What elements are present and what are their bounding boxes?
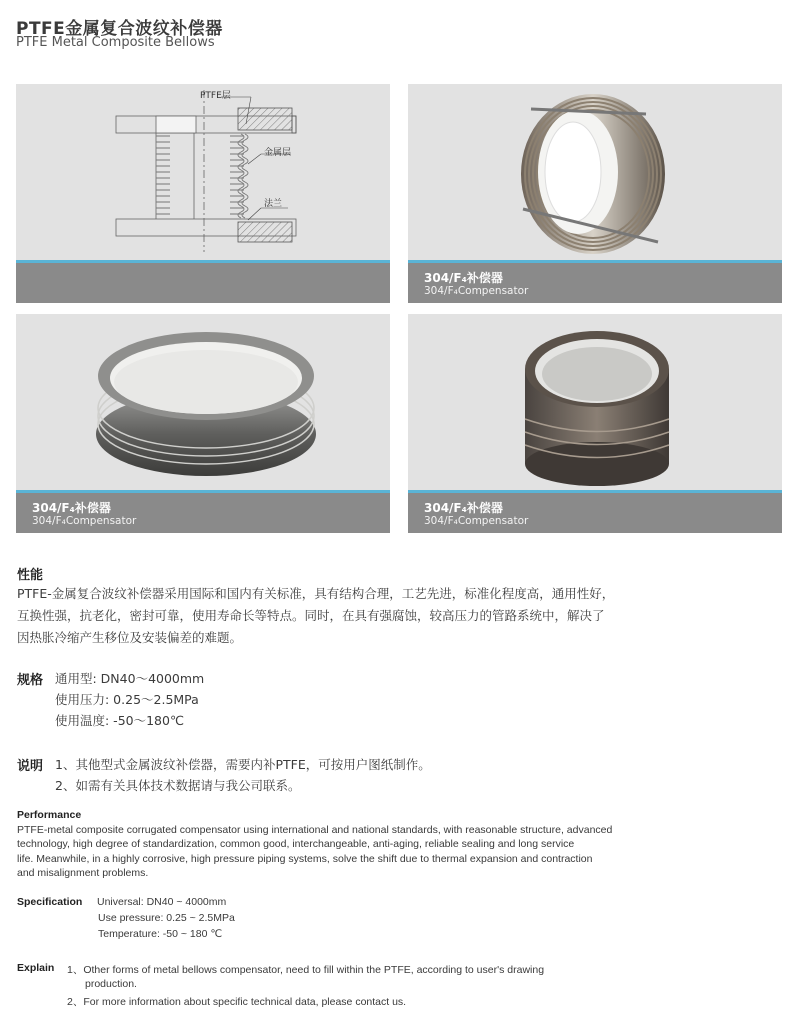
notes-line-1-cn: 1、其他型式金属波纹补偿器，需要内补PTFE，可按用户图纸制作。: [55, 757, 431, 772]
spec-section-en: [17, 896, 417, 946]
caption-title: 304/F₄补偿器: [424, 271, 503, 285]
caption-band: [408, 260, 782, 303]
performance-line-4-en: and misalignment problems.: [17, 867, 149, 879]
spec-section-cn: [17, 669, 417, 739]
spec-line-2-cn: 使用压力: 0.25～2.5MPa: [55, 692, 199, 707]
spec-line-1-cn: 通用型: DN40～4000mm: [55, 671, 205, 686]
explain-line-2-en: production.: [85, 978, 137, 990]
caption-band: [16, 260, 390, 303]
flanged-compensator-illustration: [408, 314, 782, 490]
notes-line-2-cn: 2、如需有关具体技术数据请与我公司联系。: [55, 778, 301, 793]
explain-section-en: [17, 962, 717, 1012]
notes-section-cn: [17, 755, 617, 795]
spec-line-3-cn: 使用温度: -50～180℃: [55, 713, 184, 728]
explain-line-1-en: 1、Other forms of metal bellows compensator, need to fill within the PTFE, according to user's drawing: [67, 964, 545, 976]
notes-heading-cn: 说明: [17, 759, 44, 774]
bellows-photo-illustration: [408, 84, 782, 260]
photo-panel-2: [16, 314, 390, 533]
page-subtitle: PTFE Metal Composite Bellows: [16, 35, 215, 50]
performance-heading-cn: 性能: [17, 568, 44, 583]
ring-compensator-illustration: [16, 314, 390, 490]
performance-line-1-cn: PTFE-金属复合波纹补偿器采用国际和国内有关标准，具有结构合理，工艺先进，标准化程度高，通用性好，: [17, 586, 615, 601]
performance-heading-en: Performance: [17, 809, 82, 821]
diagram-panel: [16, 84, 390, 303]
performance-line-2-cn: 互换性强，抗老化，密封可靠，使用寿命长等特点。同时，在具有强腐蚀，较高压力的管路系统中，解决了: [17, 608, 605, 623]
spec-line-2-en: Use pressure: 0.25 ~ 2.5MPa: [98, 912, 235, 924]
performance-section-cn: [17, 564, 787, 644]
caption-subtitle: 304/F₄Compensator: [424, 515, 529, 527]
spec-heading-cn: 规格: [17, 673, 44, 688]
label-flange: 法兰: [264, 199, 283, 209]
label-ptfe-layer: PTFE层: [200, 91, 231, 101]
explain-line-3-en: 2、For more information about specific technical data, please contact us.: [67, 996, 407, 1008]
performance-line-1-en: PTFE-metal composite corrugated compensator using international and national standards, with reasonable structure, advanced: [17, 824, 613, 836]
caption-band: [16, 490, 390, 533]
explain-heading-en: Explain: [17, 962, 55, 974]
performance-section-en: [17, 809, 787, 884]
performance-line-3-cn: 因热胀冷缩产生移位及安装偏差的难题。: [17, 630, 243, 645]
spec-line-3-en: Temperature: -50 ~ 180 ℃: [98, 928, 223, 940]
performance-line-3-en: life. Meanwhile, in a highly corrosive, high pressure piping systems, solve the shift due to thermal expansion and contraction: [17, 853, 593, 865]
photo-panel-1: [408, 84, 782, 303]
page-title: PTFE金属复合波纹补偿器: [16, 19, 223, 39]
spec-heading-en: Specification: [17, 896, 83, 908]
caption-subtitle: 304/F₄Compensator: [32, 515, 137, 527]
caption-band: [408, 490, 782, 533]
label-metal-layer: 金属层: [264, 148, 292, 158]
caption-subtitle: 304/F₄Compensator: [424, 285, 529, 297]
performance-line-2-en: technology, high degree of standardization, common good, interchangeable, anti-aging, reliable sealing and long service: [17, 838, 575, 850]
caption-title: 304/F₄补偿器: [32, 501, 111, 515]
spec-line-1-en: Universal: DN40 ~ 4000mm: [97, 896, 227, 908]
caption-title: 304/F₄补偿器: [424, 501, 503, 515]
photo-panel-3: [408, 314, 782, 533]
